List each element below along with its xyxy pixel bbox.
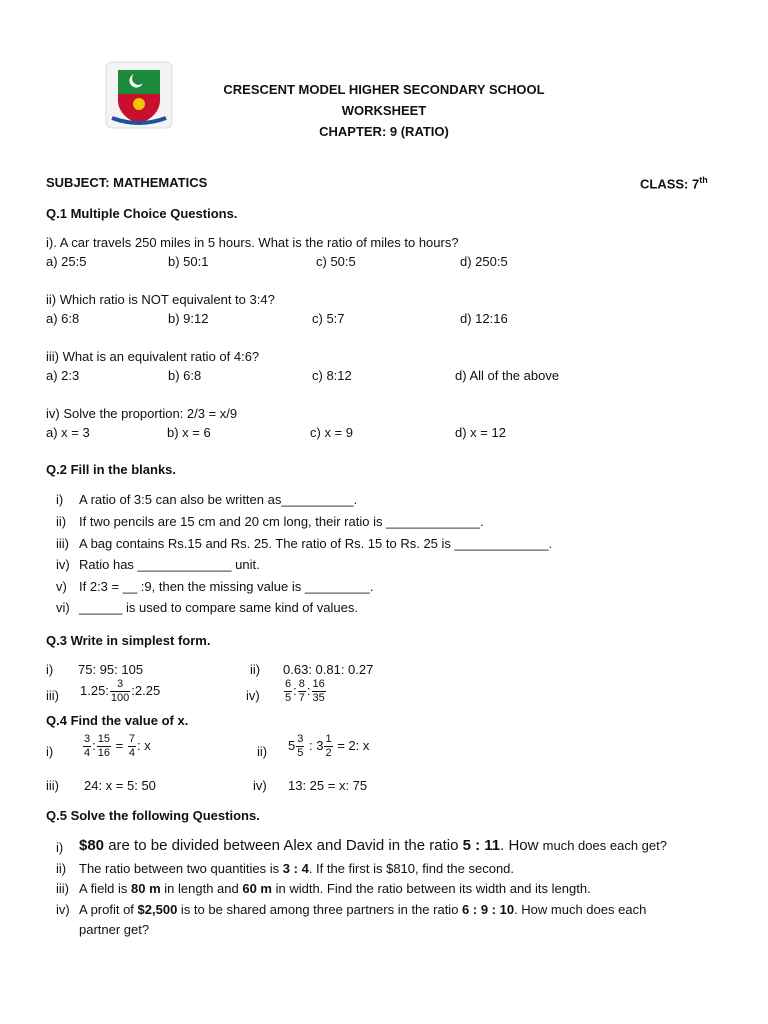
denominator: 35 [312,692,325,704]
q4-item-number: i) [46,744,54,759]
q3-text: :2.25 [131,682,161,698]
width: 60 m [242,881,272,896]
amount: $80 [79,837,105,854]
q2-item-text: A bag contains Rs.15 and Rs. 25. The ratio of Rs. 15 to Rs. 25 is _____________. [79,536,553,551]
fraction [128,733,136,760]
q1-option: b) 9:12 [168,311,209,326]
q5-text: The ratio between two quantities is [79,861,283,876]
q5-question [79,837,667,854]
q2-item-number: v) [56,579,67,594]
denominator: 2 [325,747,332,759]
q5-text: in width. Find the ratio between its width and its length. [272,881,591,896]
q3-text: 1.25: [80,682,109,698]
q1-title: Q.1 Multiple Choice Questions. [46,206,238,221]
fraction [97,733,111,760]
fraction [284,678,292,705]
q1-option: d) 12:16 [460,311,508,326]
q5-item-number: i) [56,840,64,855]
denominator: 4 [84,747,91,759]
q1-question: iii) What is an equivalent ratio of 4:6? [46,349,260,364]
q1-option: a) 25:5 [46,254,87,269]
q1-question: i). A car travels 250 miles in 5 hours. What is the ratio of miles to hours? [46,235,459,250]
q5-text: A field is [79,881,132,896]
q3-item-number: iv) [246,688,260,703]
q5-text: . How much does each [514,902,647,917]
separator: : [306,682,311,698]
q3-expression [283,678,327,705]
q1-question: ii) Which ratio is NOT equivalent to 3:4? [46,292,275,307]
denominator: 7 [298,692,305,704]
q5-text: . If the first is $810, find the second. [308,861,515,876]
numerator: 7 [128,733,135,745]
amount: $2,500 [137,902,178,917]
q5-item-number: iii) [56,881,69,896]
fraction [110,678,130,705]
q4-expression: 24: x = 5: 50 [84,778,156,793]
q2-item-number: i) [56,492,64,507]
q4-text: = 2: x [337,737,370,753]
separator: : [293,682,297,698]
q2-title: Q.2 Fill in the blanks. [46,462,177,477]
q4-expression [288,733,369,760]
q1-option: c) 5:7 [312,311,345,326]
q5-text: A profit of [79,902,138,917]
q5-question [79,902,646,917]
chapter-title: CHAPTER: 9 (RATIO) [319,124,449,139]
q5-text: are to be divided between Alex and David in the ratio [104,837,463,854]
denominator: 5 [285,692,292,704]
q1-question: iv) Solve the proportion: 2/3 = x/9 [46,406,238,421]
q5-item-number: ii) [56,861,67,876]
length: 80 m [131,881,161,896]
q1-option: c) x = 9 [310,425,353,440]
whole-number: 5 [288,737,296,753]
q2-item-number: ii) [56,514,67,529]
q4-item-number: ii) [257,744,268,759]
ratio: 6 : 9 : 10 [462,902,515,917]
fraction [296,733,304,760]
q5-text: is to be shared among three partners in the ratio [177,902,463,917]
q2-item-text: A ratio of 3:5 can also be written as__________. [79,492,358,507]
q1-option: c) 8:12 [312,368,352,383]
q3-item-number: i) [46,662,54,677]
q3-item-number: iii) [46,688,59,703]
numerator: 8 [298,678,305,690]
numerator: 1 [325,733,332,745]
denominator: 4 [128,747,135,759]
q1-option: d) x = 12 [455,425,506,440]
q2-item-text: If 2:3 = __ :9, then the missing value is _________. [79,579,374,594]
q4-item-number: iii) [46,778,59,793]
q1-option: a) 6:8 [46,311,80,326]
fraction [312,678,326,705]
q4-title: Q.4 Find the value of x. [46,713,189,728]
numerator: 3 [84,733,91,745]
q5-text: . How [500,837,543,854]
q4-expression [82,733,151,760]
q4-text: : x [136,737,151,753]
q1-option: b) 6:8 [168,368,202,383]
document-type: WORKSHEET [341,103,427,118]
denominator: 16 [97,747,110,759]
q1-option: b) x = 6 [167,425,211,440]
q1-option: b) 50:1 [168,254,209,269]
q5-question [79,881,591,896]
numerator: 15 [97,733,110,745]
q3-expression: 75: 95: 105 [78,662,144,677]
q4-text: : 3 [308,737,324,753]
class-text: CLASS: 7 [640,176,700,192]
q5-question [79,861,514,876]
class-label [640,175,708,191]
subject-label: SUBJECT: MATHEMATICS [46,175,208,190]
q2-item-text: Ratio has _____________ unit. [79,557,260,572]
q2-item-number: iii) [56,536,69,551]
q5-text: much does each get? [542,838,667,853]
separator: : [92,737,96,753]
q1-option: d) 250:5 [460,254,508,269]
numerator: 6 [285,678,292,690]
q3-expression: 0.63: 0.81: 0.27 [283,662,374,677]
q3-item-number: ii) [250,662,261,677]
q1-option: a) x = 3 [46,425,90,440]
q2-item-text: ______ is used to compare same kind of values. [79,600,358,615]
equals-sign: = [115,737,124,753]
q5-item-number: iv) [56,902,70,917]
q1-option: c) 50:5 [316,254,356,269]
q5-text: in length and [160,881,243,896]
q5-title: Q.5 Solve the following Questions. [46,808,260,823]
q5-question-continued: partner get? [79,922,150,937]
fraction [298,678,306,705]
numerator: 3 [110,678,130,692]
numerator: 3 [297,733,304,745]
fraction [324,733,332,760]
denominator: 5 [297,747,304,759]
class-superscript: th [699,175,708,185]
q1-option: d) All of the above [455,368,560,383]
q2-item-number: iv) [56,557,70,572]
denominator: 100 [110,692,130,704]
q4-expression: 13: 25 = x: 75 [288,778,368,793]
q3-title: Q.3 Write in simplest form. [46,633,211,648]
numerator: 16 [312,678,325,690]
q2-item-number: vi) [56,600,70,615]
q4-item-number: iv) [253,778,267,793]
ratio: 3 : 4 [282,861,309,876]
q1-option: a) 2:3 [46,368,80,383]
q3-expression [80,678,160,705]
fraction [83,733,91,760]
school-name: CRESCENT MODEL HIGHER SECONDARY SCHOOL [223,82,545,97]
q2-item-text: If two pencils are 15 cm and 20 cm long, their ratio is _____________. [79,514,484,529]
ratio: 5 : 11 [462,837,501,854]
